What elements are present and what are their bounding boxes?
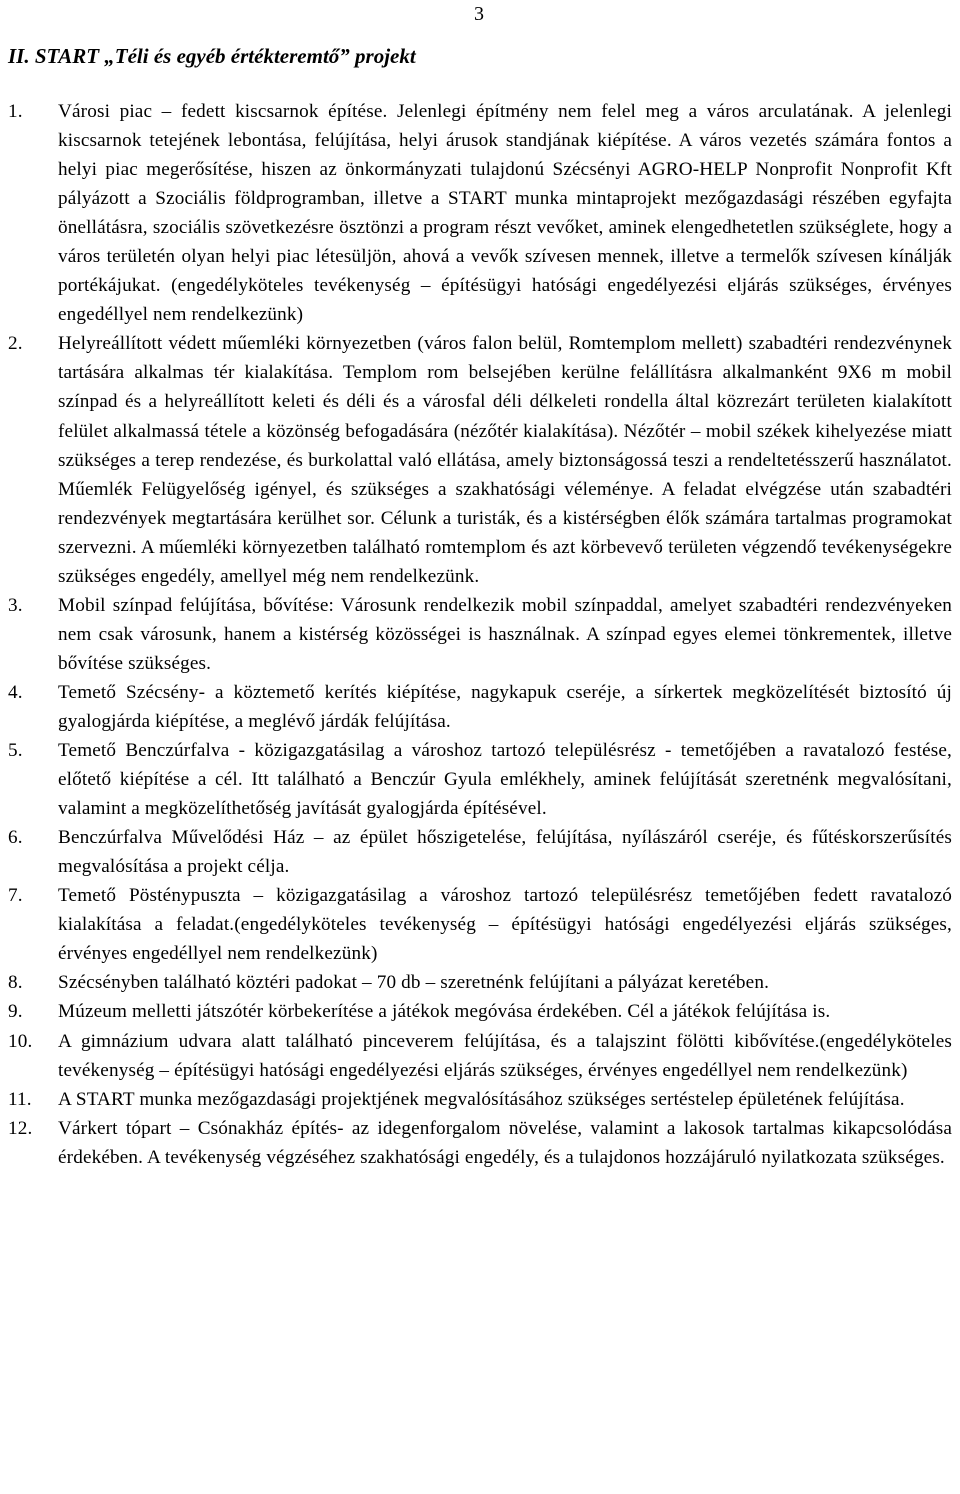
item-number: 7. bbox=[8, 885, 23, 907]
item-text: Helyreállított védett műemléki környezetben (város falon belül, Romtemplom mellett) szabadtéri rendezvénynek tartására alkalmas tér kialakítása. Templom rom belsejében kerülne felállításra alkalmanként 9X6 m mobil színpad és a helyreállított keleti és déli és a városfal déli délkeleti rondella által közrezárt területen kialakított felület alkalmassá tétele a közönség befogadására (nézőtér kialakítása). Nézőtér – mobil székek kihelyezése miatt szükséges a terep rendezése, és burkolattal való ellátása, amely biztonságossá teszi a rendeltetésszerű használatot. Műemlék Felügyelőség igényel, és szükséges a szakhatósági véleménye. A feladat elvégzése után szabadtéri rendezvények megtartására kerülhet sor. Célunk a turisták, és a kistérségben élők számára tartalmas programokat szervezni. A műemléki környezetben található romtemplom és azt körbevevő területen végzendő tevékenységekre szükséges engedély, amellyel még nem rendelkezünk. bbox=[58, 333, 952, 587]
item-text: Várkert tópart – Csónakház építés- az idegenforgalom növelése, valamint a lakosok tartalmas kikapcsolódása érdekében. A tevékenység végzéséhez szakhatósági engedély, és a tulajdonos hozzájáruló nyilatkozata szükséges. bbox=[58, 1117, 952, 1168]
item-text: Temető Benczúrfalva - közigazgatásilag a városhoz tartozó településrész - temetőjében a ravatalozó festése, előtető kiépítése a cél. Itt található a Benczúr Gyula emlékhely, aminek felújítását szeretnénk megvalósítani, valamint a megközelíthetőség javítását gyalogjárda építésével. bbox=[58, 740, 952, 820]
item-text: Temető Pösténypuszta – közigazgatásilag a városhoz tartozó településrész temetőjében fedett ravatalozó kialakítása a feladat.(engedélyköteles tevékenység – építésügyi hatósági engedélyezési eljárás szükséges, érvényes engedéllyel nem rendelkezünk) bbox=[58, 885, 952, 965]
item-number: 6. bbox=[8, 827, 23, 849]
item-text: A START munka mezőgazdasági projektjének megvalósításához szükséges sertéstelep épületének felújítása. bbox=[58, 1088, 905, 1110]
item-number: 5. bbox=[8, 740, 23, 762]
item-text: Benczúrfalva Művelődési Ház – az épület hőszigetelése, felújítása, nyílászáról cseréje, és fűtéskorszerűsítés megvalósítása a projekt célja. bbox=[58, 827, 952, 878]
item-number: 8. bbox=[8, 972, 23, 994]
list-item bbox=[8, 968, 952, 997]
item-number: 1. bbox=[8, 101, 23, 122]
item-number: 4. bbox=[8, 681, 23, 703]
item-text: A gimnázium udvara alatt található pinceverem felújítása, és a talajszint fölötti kibővítése.(engedélyköteles tevékenység – építésügyi hatósági engedélyezési eljárás szükséges, érvényes engedéllyel nem rendelkezünk) bbox=[58, 1030, 952, 1081]
list-item bbox=[8, 736, 952, 823]
list-item bbox=[8, 881, 952, 968]
list-item bbox=[8, 1027, 952, 1085]
item-text: Szécsényben található köztéri padokat – 70 db – szeretnénk felújítani a pályázat keretében. bbox=[58, 972, 770, 994]
list-item bbox=[8, 997, 952, 1026]
project-list bbox=[8, 97, 952, 1172]
list-item bbox=[8, 678, 952, 736]
list-item bbox=[8, 97, 952, 329]
item-text: Városi piac – fedett kiscsarnok építése. Jelenlegi építmény nem felel meg a város arculatának. A jelenlegi kiscsarnok tetejének lebontása, felújítása, helyi árusok standjának kiépítése. A város vezetés számára fontos a helyi piac megerősítése, hiszen az önkormányzati tulajdonú Szécsényi AGRO-HELP Nonprofit Nonprofit Kft pályázott a Szociális földprogramban, illetve a START munka mintaprojekt mezőgazdasági részében egyfajta önellátásra, szociális szövetkezésre ösztönzi a program részt vevőket, aminek elengedhetetlen szükséglete, hogy a város területén olyan helyi piac létesüljön, ahová a vevők szívesen mennek, illetve a termelők szívesen kínálják portékájukat. (engedélyköteles tevékenység – építésügyi hatósági engedélyezési eljárás szükséges, érvényes engedéllyel nem rendelkezünk) bbox=[58, 101, 952, 326]
page-number: 3 bbox=[474, 3, 484, 25]
item-number: 10. bbox=[8, 1030, 33, 1052]
list-item bbox=[8, 823, 952, 881]
list-item bbox=[8, 591, 952, 678]
item-text: Temető Szécsény- a köztemető kerítés kiépítése, nagykapuk cseréje, a sírkertek megközelítését biztosító új gyalogjárda kiépítése, a meglévő járdák felújítása. bbox=[58, 681, 952, 732]
list-item bbox=[8, 1114, 952, 1172]
item-number: 3. bbox=[8, 594, 23, 616]
item-number: 11. bbox=[8, 1088, 32, 1110]
item-number: 9. bbox=[8, 1001, 23, 1023]
item-number: 12. bbox=[8, 1117, 33, 1139]
list-item bbox=[8, 1085, 952, 1114]
item-text: Múzeum melletti játszótér körbekerítése a játékok megóvása érdekében. Cél a játékok felújítása is. bbox=[58, 1001, 831, 1023]
item-text: Mobil színpad felújítása, bővítése: Városunk rendelkezik mobil színpaddal, amelyet szabadtéri rendezvényeken nem csak városunk, hanem a kistérség közösségei is használnak. A színpad egyes elemei tönkrementek, illetve bővítése szükséges. bbox=[58, 594, 952, 674]
section-heading: II. START „Téli és egyéb értékteremtő” projekt bbox=[8, 44, 416, 68]
list-item bbox=[8, 329, 952, 590]
item-number: 2. bbox=[8, 333, 23, 355]
